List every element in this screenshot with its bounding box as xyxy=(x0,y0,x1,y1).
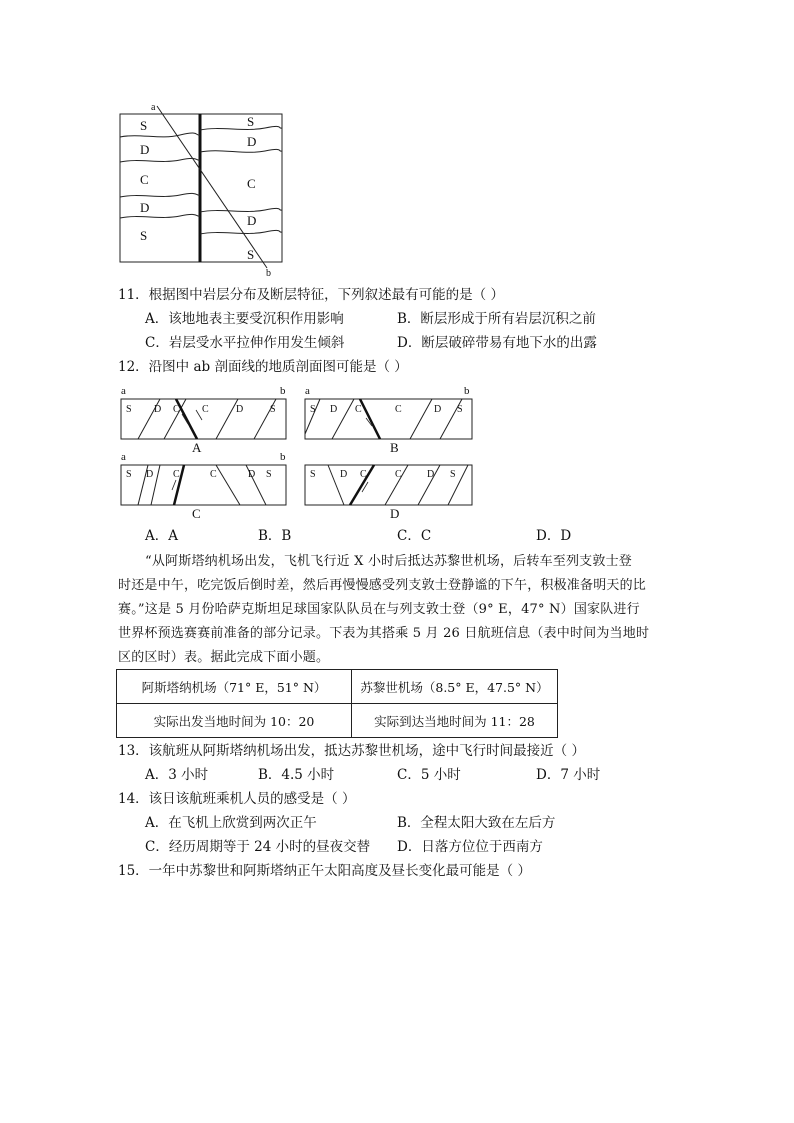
profile-layer: D xyxy=(340,469,348,480)
profile-layer: D xyxy=(146,469,154,480)
table-cell: 实际到达当地时间为 11：28 xyxy=(352,704,558,738)
q14-option-a[interactable]: A．在飞机上欣赏到两次正午 xyxy=(145,815,317,831)
profile-layer: S xyxy=(310,404,316,415)
geology-block-figure xyxy=(115,100,290,278)
profile-end-b: b xyxy=(464,385,470,397)
q12-option-a[interactable]: A．A xyxy=(145,528,178,544)
q11-option-c[interactable]: C．岩层受水平拉伸作用发生倾斜 xyxy=(145,335,345,351)
q12-option-b[interactable]: B．B xyxy=(258,528,292,544)
q13-option-d[interactable]: D．7 小时 xyxy=(536,767,601,783)
profile-layer: C xyxy=(173,404,180,415)
q14-option-c[interactable]: C．经历周期等于 24 小时的昼夜交替 xyxy=(145,839,371,855)
profile-layer: S xyxy=(450,469,456,480)
profile-layer: S xyxy=(126,469,132,480)
profile-name: D xyxy=(390,506,400,521)
profile-c xyxy=(116,450,292,522)
profile-layer: C xyxy=(173,469,180,480)
profile-layer: S xyxy=(126,404,132,415)
q12-option-c[interactable]: C．C xyxy=(397,528,432,544)
question-13-stem: 13．该航班从阿斯塔纳机场出发，抵达苏黎世机场，途中飞行时间最接近（ ） xyxy=(118,743,585,759)
profile-layer: S xyxy=(457,404,463,415)
q11-option-a[interactable]: A．该地地表主要受沉积作用影响 xyxy=(145,311,344,327)
table-row xyxy=(117,670,558,704)
profile-name: A xyxy=(192,440,202,455)
question-12-stem: 12．沿图中 ab 剖面线的地质剖面图可能是（ ） xyxy=(118,359,408,375)
profile-layer: D xyxy=(434,404,442,415)
profile-layer: D xyxy=(236,404,244,415)
profile-layer: C xyxy=(395,469,402,480)
profile-layer: S xyxy=(266,469,272,480)
layer-label: S xyxy=(247,247,255,262)
profile-layer: D xyxy=(154,404,162,415)
question-14-stem: 14．该日该航班乘机人员的感受是（ ） xyxy=(118,791,356,807)
q12-option-d[interactable]: D．D xyxy=(536,528,572,544)
passage-line-4: 世界杯预选赛赛前准备的部分记录。下表为其搭乘 5 月 26 日航班信息（表中时间为当地时 xyxy=(118,626,650,641)
profile-layer: S xyxy=(310,469,316,480)
q13-option-a[interactable]: A．3 小时 xyxy=(145,767,209,783)
profile-layer: C xyxy=(202,404,209,415)
layer-label: S xyxy=(140,228,148,243)
layer-label: C xyxy=(140,172,149,187)
profile-end-b: b xyxy=(280,451,286,463)
passage-line-5: 区的区时）表。据此完成下面小题。 xyxy=(118,650,330,665)
profile-end-a: a xyxy=(121,451,126,463)
profile-layer: C xyxy=(360,469,367,480)
layer-label: D xyxy=(140,200,150,215)
profile-b xyxy=(300,384,476,456)
layer-label: C xyxy=(247,176,256,191)
table-row xyxy=(117,704,558,738)
table-cell: 实际出发当地时间为 10：20 xyxy=(117,704,352,738)
layer-label: D xyxy=(247,213,257,228)
profile-end-a: a xyxy=(121,385,126,397)
layer-label: S xyxy=(140,118,148,133)
profile-layer: C xyxy=(395,404,402,415)
profile-end-a: a xyxy=(305,385,310,397)
profile-name: B xyxy=(390,440,399,455)
q11-option-d[interactable]: D．断层破碎带易有地下水的出露 xyxy=(397,335,597,351)
passage-line-2: 时还是中午，吃完饭后倒时差，然后再慢慢感受列支敦士登静谧的下午，积极准备明天的比 xyxy=(118,578,647,593)
profile-layer: C xyxy=(210,469,217,480)
table-header-cell: 阿斯塔纳机场（71° E，51° N） xyxy=(117,670,352,704)
passage-line-1: “从阿斯塔纳机场出发，飞机飞行近 X 小时后抵达苏黎世机场，后转车至列支敦士登 xyxy=(145,554,632,569)
profile-end-b: b xyxy=(280,385,286,397)
profile-a xyxy=(116,384,292,456)
label-b: b xyxy=(266,268,271,278)
q14-option-d[interactable]: D．日落方位位于西南方 xyxy=(397,839,543,855)
profile-name: C xyxy=(192,506,201,521)
profile-d xyxy=(300,450,476,522)
profile-layer: D xyxy=(330,404,338,415)
label-a: a xyxy=(151,102,156,113)
q11-option-b[interactable]: B．断层形成于所有岩层沉积之前 xyxy=(397,311,596,327)
profile-layer: C xyxy=(355,404,362,415)
profile-layer: D xyxy=(427,469,435,480)
profile-layer: S xyxy=(270,404,276,415)
q13-option-b[interactable]: B．4.5 小时 xyxy=(258,767,335,783)
q14-option-b[interactable]: B．全程太阳大致在左后方 xyxy=(397,815,556,831)
table-header-cell: 苏黎世机场（8.5° E，47.5° N） xyxy=(352,670,558,704)
profile-layer: D xyxy=(248,469,256,480)
question-15-stem: 15．一年中苏黎世和阿斯塔纳正午太阳高度及昼长变化最可能是（ ） xyxy=(118,863,531,879)
layer-label: D xyxy=(247,134,257,149)
layer-label: D xyxy=(140,142,150,157)
q13-option-c[interactable]: C．5 小时 xyxy=(397,767,461,783)
layer-label: S xyxy=(247,114,255,129)
flight-info-table xyxy=(116,669,558,738)
passage-line-3: 赛。”这是 5 月份哈萨克斯坦足球国家队队员在与列支敦士登（9° E，47° N）国家队进行 xyxy=(118,602,640,617)
question-11-stem: 11．根据图中岩层分布及断层特征，下列叙述最有可能的是（ ） xyxy=(118,287,504,303)
